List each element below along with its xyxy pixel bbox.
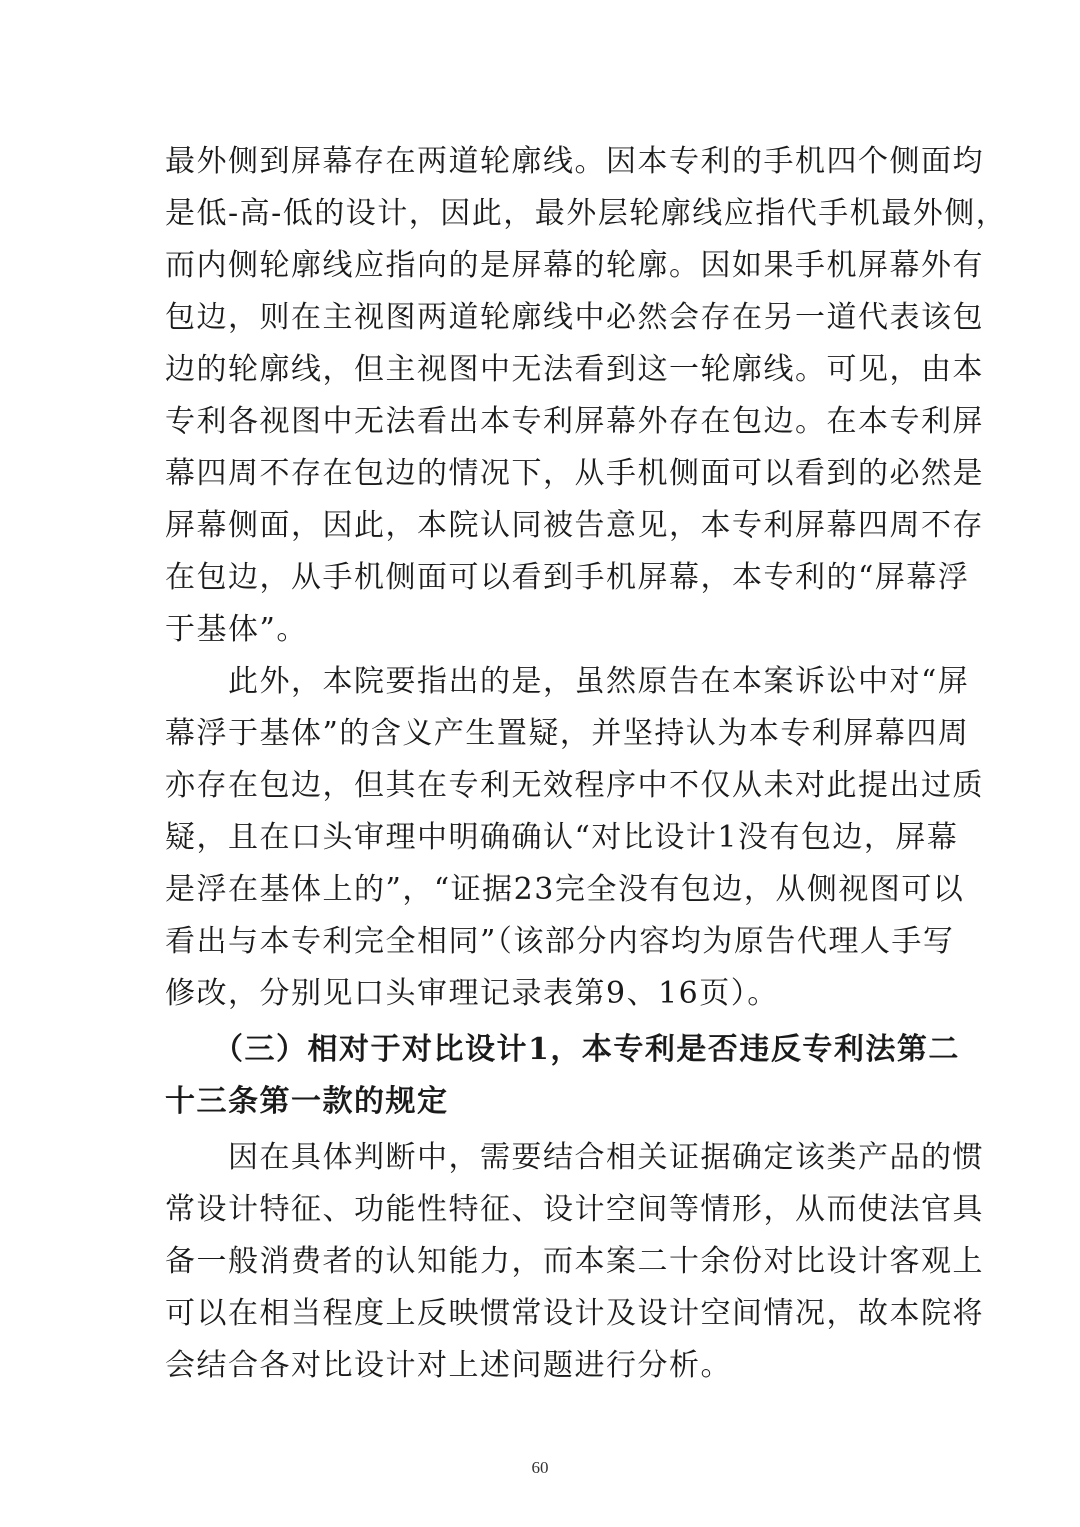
body-text-line: 因在具体判断中，需要结合相关证据确定该类产品的惯 — [165, 1140, 984, 1175]
body-text-line: 包边，则在主视图两道轮廓线中必然会存在另一道代表该包 — [165, 300, 984, 335]
body-text-line: 专利各视图中无法看出本专利屏幕外存在包边。在本专利屏 — [165, 404, 984, 439]
body-text-line: 而内侧轮廓线应指向的是屏幕的轮廓。因如果手机屏幕外有 — [165, 248, 984, 283]
body-text-line: 会结合各对比设计对上述问题进行分析。 — [165, 1348, 732, 1383]
section-heading-line: （三）相对于对比设计1，本专利是否违反专利法第二 — [165, 1032, 960, 1067]
body-text-line: 是浮在基体上的”，“证据23完全没有包边，从侧视图可以 — [165, 872, 965, 907]
body-text-line: 备一般消费者的认知能力，而本案二十余份对比设计客观上 — [165, 1244, 984, 1279]
section-heading-line: 十三条第一款的规定 — [165, 1084, 449, 1119]
body-text-line: 看出与本专利完全相同”（该部分内容均为原告代理人手写 — [165, 924, 955, 959]
body-text-line: 幕浮于基体”的含义产生置疑，并坚持认为本专利屏幕四周 — [165, 716, 970, 751]
body-text-line: 在包边，从手机侧面可以看到手机屏幕，本专利的“屏幕浮 — [165, 560, 970, 595]
body-text-line: 幕四周不存在包边的情况下，从手机侧面可以看到的必然是 — [165, 456, 984, 491]
body-text-line: 于基体”。 — [165, 612, 308, 647]
body-text-line: 疑，且在口头审理中明确确认“对比设计1没有包边，屏幕 — [165, 820, 959, 855]
body-text-line: 最外侧到屏幕存在两道轮廓线。因本专利的手机四个侧面均 — [165, 144, 984, 179]
body-text-line: 此外，本院要指出的是，虽然原告在本案诉讼中对“屏 — [165, 664, 970, 699]
body-text-line: 是低-高-低的设计，因此，最外层轮廓线应指代手机最外侧， — [165, 196, 1008, 231]
body-text-line: 修改，分别见口头审理记录表第9、16页）。 — [165, 976, 779, 1011]
page-number: 60 — [531, 1458, 549, 1477]
body-text-line: 常设计特征、功能性特征、设计空间等情形，从而使法官具 — [165, 1192, 984, 1227]
body-text-line: 可以在相当程度上反映惯常设计及设计空间情况，故本院将 — [165, 1296, 984, 1331]
body-text-line: 边的轮廓线，但主视图中无法看到这一轮廓线。可见，由本 — [165, 352, 984, 387]
body-text-line: 屏幕侧面，因此，本院认同被告意见，本专利屏幕四周不存 — [165, 508, 984, 543]
body-text-line: 亦存在包边，但其在专利无效程序中不仅从未对此提出过质 — [165, 768, 984, 803]
